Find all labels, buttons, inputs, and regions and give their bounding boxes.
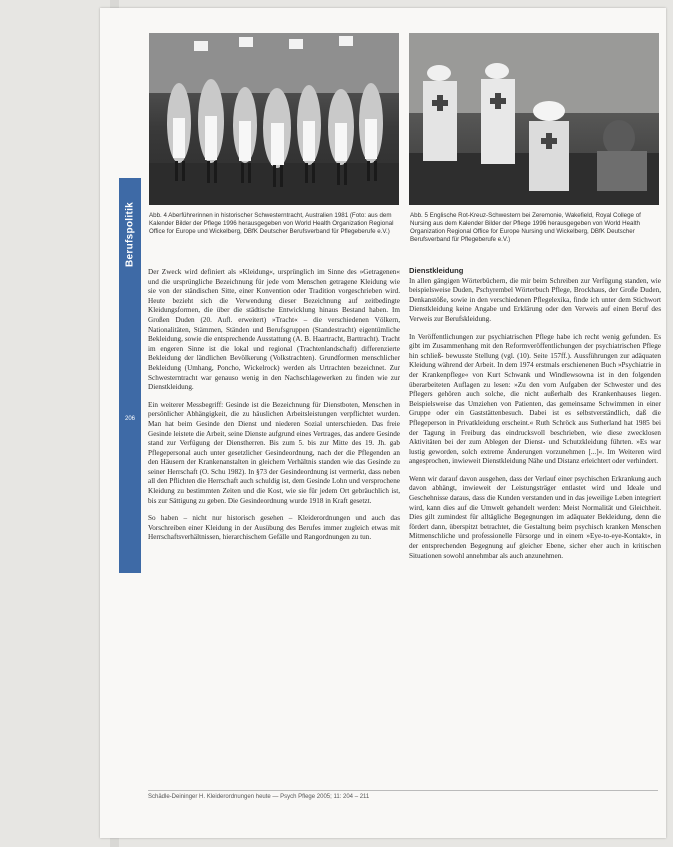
paragraph: Wenn wir darauf davon ausgehen, dass der Verlauf einer psychischen Erkrankung auch davon abhängt, inwieweit der Leistungsträger entlastet wird und Ideale und Geschehnisse daraus, dass die Kunden verstanden und in das jeweilige Leben integriert wird, kann dies auf die Umwelt gehandelt werden: Meist Normalität und Gleichheit. Dies gilt zumindest für alltägliche Begegnungen im adäquater Bekleidung, denn die fördert dann, überspitzt betrachtet, die Gestaltung beim psychisch kranken Menschen Mitmenschliche und professionelle Fürsorge und in einem »Eye-to-eye-Kontakt«, in der entsprechenden Begegnung auf gleicher Ebene, sicher eher auch in kritischen Situationen sowohl annehmbar als auch anzunehmen. xyxy=(409,474,661,560)
red-cross-nurses-illustration xyxy=(409,33,659,205)
paragraph: In allen gängigen Wörterbüchern, die mir beim Schreiben zur Verfügung standen, wie beispielsweise Duden, Pschyrembel Wörterbuch Pflege, Brockhaus, der Große Duden, Denkanstöße, sowie in den verschiedenen Pflegelexika, finde ich unter dem Stichwort Dienstkleidung keine Angabe und Erklärung oder den Verweis auf einen Beruf des Verweis zur Berufskleidung. xyxy=(409,276,661,323)
page-number: 206 xyxy=(124,416,135,422)
paragraph: Der Zweck wird definiert als »Kleidung«, ursprünglich im Sinne des »Getragenen« und die ursprüngliche Bezeichnung für jede vom Menschen getragene Kleidung wie sie von der ständischen Sitte, einer Konvention oder Tradition vorgeschrieben wird. Heute bezieht sich die Verwendung dieser Bezeichnung auf zeitbedingte Kleidungsformen, die über die städtische Entwicklung hinaus Bestand haben. Im Großen Duden (20. Aufl. erweitert) »Tracht« – die verschiedenen Völkern, Nationalitäten, Stämmen, Ständen und Berufsgruppen (Standestracht) eigentümliche Bekleidung, sowie die entsprechende Ausstattung (A. B. Haartracht, Barttracht). Tracht im engeren Sinne ist die lokal und regional (Trachtenlandschaft) differenzierte Bekleidung der ländlichen Bevölkerung (Volkstrachten). Grundformen menschlicher Bekleidung (Umhang, Poncho, Wickelrock) werden als Urtrachten bezeichnet. Zur Schwesterntracht war genauso wenig in den Nachschlagewerken zu finden wie zur Dienstkleidung. xyxy=(148,268,400,392)
paragraph: In Veröffentlichungen zur psychiatrischen Pflege habe ich recht wenig gefunden. Es gibt im Zusammenhang mit den Reformveröffentlichungen der psychiatrischen Pflege hin schließ- bewusste Stellung (vgl. (10). Seite 157ff.). Aussführungen zur adäquaten Kleidung während der Arbeit. In dem 1974 erstmals erschienenen Buch »Psychiatrie in der Krankenpflege« von Kurt Schwank und Windlewsowna ist in den folgenden überarbeiteten Auflagen zu lesen: »Zu den vorn Aufgaben der Schwester und des Pflegers gehören auch solche, die nicht außerhalb des Krankenhauses liegen. Beispielsweise das Umziehen von Patienten, das gemeinsame Schwimmen in einer Gruppe oder ein Gaststättenbesuch. Dabei ist es selbstverständlich, daß die Pflegeperson in Privatkleidung erscheint.« Ruth Schröck aus Sutherland hat 1985 bei der Tagung in Freiburg das eindrucksvoll beschrieben, wie diese zwecklosen Aktivitäten bei der zum Ablegen der Dienst- und Schutzkleidung führten. »Es war lustig geworden, solch extreme Änderungen vorzunehmen [...]«. Im Weiteren wird angesprochen, inwieweit Dienstkleidung Nähe und Distanz erleichtert oder verhindert. xyxy=(409,332,661,466)
left-text-column xyxy=(148,268,400,551)
section-heading: Dienstkleidung xyxy=(409,266,464,275)
photo-nurses-marching xyxy=(149,33,399,205)
right-text-column xyxy=(409,266,661,569)
paragraph: So haben – nicht nur historisch gesehen – Kleiderordnungen und auch das Vorschreiben einer Kleidung in der Ausübung des Berufes immer zugleich etwas mit Herrschaftsverhältnissen, hierarchischem Gefälle und Rangordnungen zu tun. xyxy=(148,514,400,542)
photo-red-cross-nurses xyxy=(409,33,659,205)
paragraph: Ein weiterer Messbegriff: Gesinde ist die Bezeichnung für Dienstboten, Menschen in persönlicher Abhängigkeit, die zu häuslichen Arbeitsleistungen verpflichtet wurden. Man hat beim Gesinde den Dienst und niederen Sozial unterschieden. Das freie Gesinde leistete die Arbeit, seine Dienste aufgrund eines Vertrages, das andere Gesinde stand zur Verfügung der Dienstherren. Bis zum 5. bis zur Mitte des 19. Jh. gab Pflegepersonal auch unter gesetzlicher Gesindeordnung, nach der die Pflegenden an den Häusern der Krankenanstalten in gleichem Verhältnis standen wie das Gesinde zu seiner Herrschaft (O. Schu 1982). In §73 der Gesindeordnung ist vermerkt, dass neben all den Pflichten die Herrschaft auch schuldig ist, dem Gesinde Lohn und versprochene Kleidung zu bestimmten Zeiten und die Kost, wie sie für jedem Ort gebräuchlich ist, bis zur Sättigung zu geben. Die Gesindeordnung wurde 1918 in Kraft gesetzt. xyxy=(148,400,400,505)
figure-5-caption: Abb. 5 Englische Rot-Kreuz-Schwestern bei Zeremonie, Wakefield, Royal College of Nursing aus dem Kalender Bilder der Pflege 1996 herausgegeben von World Health Organization Regional Office for Europe Nursing und Wickelberg, DBfK Deutscher Berufsverband für Pflegeberufe e.V.) xyxy=(410,212,641,243)
section-title: Berufspolitik xyxy=(124,201,136,267)
figure-4-caption: Abb. 4 Aberführerinnen in historischer Schwesterntracht, Australien 1981 (Foto: aus dem Kalender Bilder der Pflege 1996 herausgegeben von World Health Organization Regional Office for Europe und Wickelberg, DBfK Deutscher Berufsverband für Pflegeberufe e.V.) xyxy=(149,212,394,235)
section-sidebar xyxy=(119,178,141,573)
page-footer: Schädle-Deininger H. Kleiderordnungen heute — Psych Pflege 2005; 11: 204 – 211 xyxy=(148,790,658,800)
marching-nurses-illustration xyxy=(149,33,399,205)
